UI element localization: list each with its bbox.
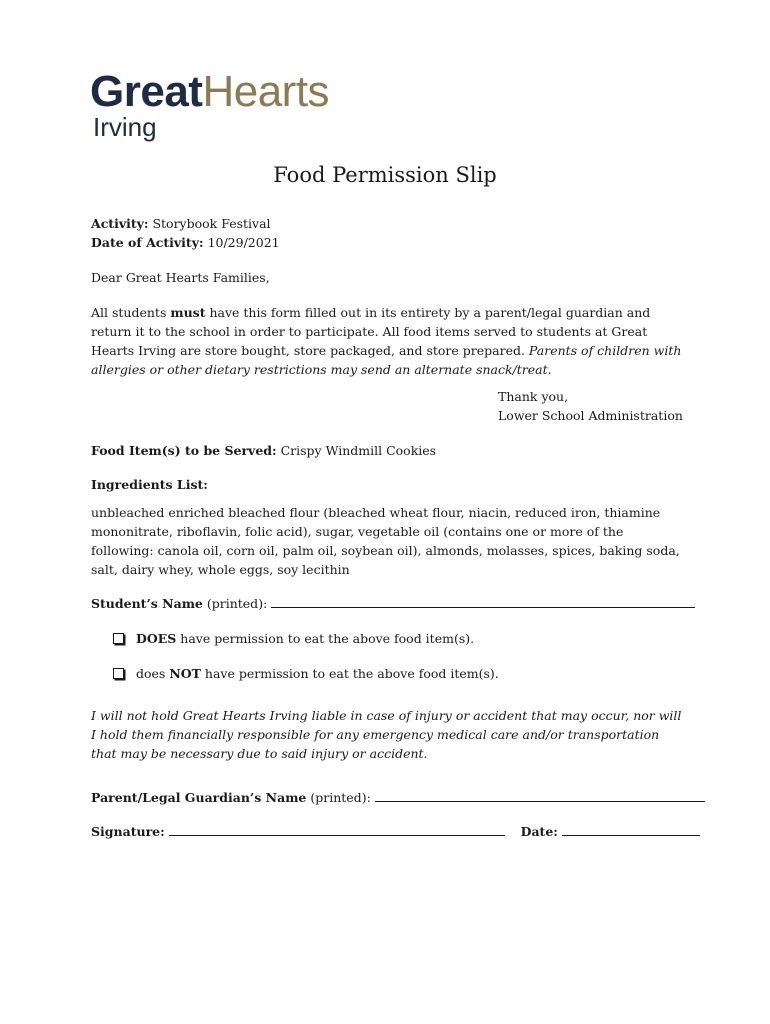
activity-date-label: Date of Activity:: [91, 235, 204, 250]
signoff-block: [498, 387, 683, 425]
guardian-name-label: Parent/Legal Guardian’s Name: [91, 790, 307, 805]
option-does-not: [113, 664, 499, 683]
does-checkbox[interactable]: [113, 633, 124, 644]
date-field[interactable]: [562, 824, 700, 836]
signoff-thanks: Thank you,: [498, 389, 569, 404]
food-item-line: [91, 441, 683, 460]
activity-line: [91, 214, 683, 233]
student-name-field[interactable]: [271, 596, 695, 608]
intro-part1: All students: [91, 305, 171, 320]
food-item-label: Food Item(s) to be Served:: [91, 443, 277, 458]
liability-statement: I will not hold Great Hearts Irving liable in case of injury or accident that may occur, nor will I hold them financially responsible for any emergency medical care and/or transportation that may be necessary due to said injury or accident.: [91, 708, 682, 761]
does-not-pre: does: [136, 666, 170, 681]
greeting: Dear Great Hearts Families,: [91, 270, 270, 285]
student-name-printed: (printed):: [202, 596, 272, 611]
guardian-name-field[interactable]: [375, 790, 705, 802]
does-not-bold: NOT: [169, 666, 201, 681]
activity-value: Storybook Festival: [148, 216, 271, 231]
activity-date-line: [91, 233, 683, 252]
guardian-name-line: [91, 788, 683, 807]
intro-paragraph: [91, 303, 683, 379]
great-hearts-irving-logo: [90, 67, 330, 142]
logo-great: Great: [90, 67, 203, 116]
signature-line: [91, 822, 683, 841]
logo-irving: Irving: [93, 112, 157, 142]
activity-date-value: 10/29/2021: [203, 235, 280, 250]
activity-block: [91, 214, 683, 252]
intro-allergy-note: Parents of children with allergies or other dietary restrictions may send an alternate snack/treat.: [91, 343, 682, 377]
student-name-label: Student’s Name: [91, 596, 203, 611]
signature-field[interactable]: [169, 824, 505, 836]
intro-must: must: [170, 305, 206, 320]
does-bold: DOES: [136, 631, 177, 646]
activity-label: Activity:: [91, 216, 149, 231]
page-title: Food Permission Slip: [273, 163, 497, 187]
signature-label: Signature:: [91, 824, 165, 839]
food-item-value: Crispy Windmill Cookies: [276, 443, 437, 458]
does-not-checkbox[interactable]: [113, 668, 124, 679]
guardian-name-printed: (printed):: [306, 790, 375, 805]
does-not-text: have permission to eat the above food item(s).: [200, 666, 499, 681]
option-does: [113, 629, 474, 648]
date-label: Date:: [520, 824, 558, 839]
ingredients-text: unbleached enriched bleached flour (bleached wheat flour, niacin, reduced iron, thiamine mononitrate, riboflavin, folic acid), sugar, vegetable oil (contains one or more of the following: canola oil, corn oil, palm oil, soybean oil), almonds, molasses, spices, baking soda, salt, dairy whey, whole eggs, soy lecithin: [91, 505, 680, 577]
logo-wordmark: [90, 67, 330, 116]
does-text: have permission to eat the above food item(s).: [176, 631, 475, 646]
logo-hearts: Hearts: [202, 67, 330, 116]
ingredients-label: Ingredients List:: [91, 477, 208, 492]
intro-part2: have this form filled out in its entirety by a parent/legal guardian and return it to the school in order to participate. All food items served to students at Great Hearts Irving are store bought, store packaged, and store prepared.: [91, 305, 651, 358]
student-name-line: [91, 594, 683, 613]
signoff-from: Lower School Administration: [498, 408, 683, 423]
